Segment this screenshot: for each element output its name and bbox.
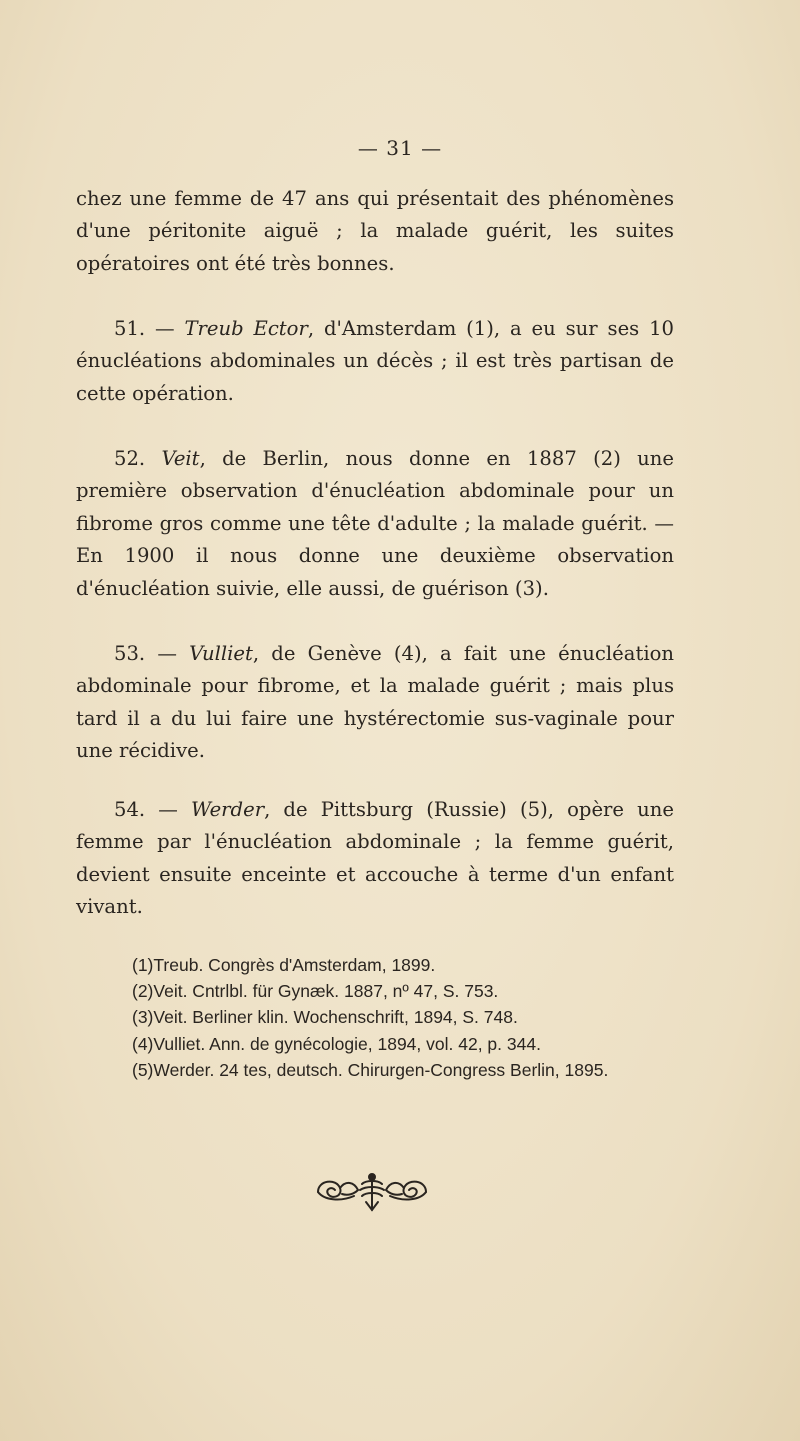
- footnote: [76, 952, 674, 978]
- footnote: [76, 1057, 674, 1083]
- paragraph-number: 51. —: [114, 317, 185, 340]
- paragraph-text: , d'Amsterdam (1), a eu sur ses 10 énucléations abdominales un décès ; il est très partisan de cette opération.: [76, 317, 675, 405]
- author-name: Werder: [191, 798, 265, 821]
- footnote-marker: (4): [132, 1033, 154, 1054]
- author-name: Veit: [161, 447, 200, 470]
- paragraph-text: , de Pittsburg (Russie) (5), opère une femme par l'énucléation abdominale ; la femme guérit, devient ensuite enceinte et accouche à terme d'un enfant vivant.: [76, 798, 674, 919]
- paragraph-52: [76, 443, 674, 605]
- footnote-text: Veit. Berliner klin. Wochenschrift, 1894, S. 748.: [153, 1007, 518, 1028]
- footnote: [76, 1031, 674, 1057]
- paragraph-51: [76, 313, 674, 410]
- footnote-marker: (2): [132, 981, 154, 1002]
- footnote-marker: (1): [132, 955, 154, 975]
- footnotes: [76, 952, 674, 1083]
- author-name: Vulliet: [189, 642, 253, 665]
- paragraph-text: chez une femme de 47 ans qui présentait des phénomènes d'une péritonite aiguë ; la malade guérit, les suites opératoires ont été très bonnes.: [76, 187, 674, 275]
- footnote-marker: (5): [132, 1059, 154, 1080]
- paragraph-number: 53. —: [114, 642, 190, 665]
- footnote: [76, 1004, 674, 1030]
- footnote-text: Werder. 24 tes, deutsch. Chirurgen-Congress Berlin, 1895.: [153, 1059, 609, 1080]
- page-number: — 31 —: [357, 136, 443, 160]
- paragraph-text: , de Genève (4), a fait une énucléation abdominale pour fibrome, et la malade guérit ; mais plus tard il a du lui faire une hystérectomie sus-vaginale pour une récidive.: [76, 642, 675, 763]
- footnote: [76, 978, 674, 1004]
- fleuron-ornament-icon: [310, 1168, 434, 1214]
- paragraph-53: [76, 638, 674, 768]
- footnote-text: Vulliet. Ann. de gynécologie, 1894, vol. 42, p. 344.: [153, 1033, 541, 1054]
- paragraph-text: , de Berlin, nous donne en 1887 (2) une première observation d'énucléation abdominale pour un fibrome gros comme une tête d'adulte ; la malade guérit. — En 1900 il nous donne une deuxième observation d'énucléation suivie, elle aussi, de guérison (3).: [76, 447, 674, 600]
- paragraph-continuation: [76, 183, 674, 280]
- paragraph-54: [76, 794, 674, 924]
- paragraph-number: 54. —: [114, 798, 192, 821]
- paragraph-number: 52.: [114, 447, 162, 470]
- footnote-text: Veit. Cntrlbl. für Gynæk. 1887, nº 47, S. 753.: [153, 981, 499, 1002]
- author-name: Treub Ector: [184, 317, 308, 340]
- footnote-marker: (3): [132, 1007, 154, 1028]
- footnote-text: Treub. Congrès d'Amsterdam, 1899.: [153, 955, 436, 975]
